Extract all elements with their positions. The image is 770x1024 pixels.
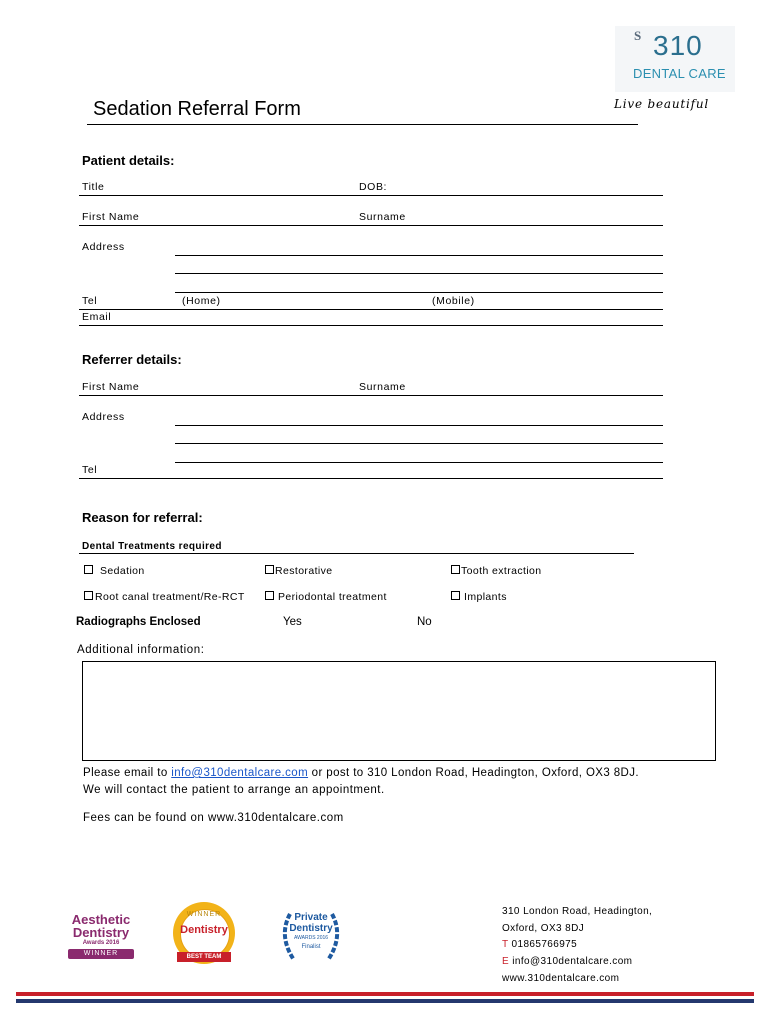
title-underline (87, 124, 638, 125)
email-instruction-suffix: or post to 310 London Road, Headington, Oxford, OX3 8DJ. (308, 767, 639, 779)
patient-address-line-1[interactable] (175, 255, 663, 256)
footer-email-address[interactable]: info@310dentalcare.com (512, 956, 633, 967)
tooth-extraction-checkbox[interactable] (451, 565, 542, 577)
patient-address-line-2[interactable] (175, 273, 663, 274)
radiographs-label: Radiographs Enclosed (76, 616, 201, 628)
reason-heading: Reason for referral: (82, 510, 203, 525)
referrer-surname-label: Surname (359, 381, 406, 393)
footer-email (502, 956, 632, 967)
footer-website[interactable]: www.310dentalcare.com (502, 973, 620, 984)
footer-email-prefix: E (502, 956, 510, 967)
dentistry-awards-badge (169, 902, 241, 970)
email-instruction-prefix: Please email to (83, 767, 172, 779)
logo-tagline: Live beautiful (614, 97, 710, 111)
aesthetic-award-line3: Awards 2016 (82, 940, 120, 946)
aesthetic-award-line1: Aesthetic (71, 912, 131, 927)
sedation-box[interactable] (84, 565, 93, 574)
email-instruction (83, 767, 639, 779)
private-award-line1: Private (294, 912, 328, 923)
implants-box[interactable] (451, 591, 460, 600)
footer-stripe-navy (16, 999, 754, 1003)
private-award-line2: Dentistry (289, 923, 333, 934)
fees-note: Fees can be found on www.310dentalcare.com (83, 812, 344, 824)
restorative-box[interactable] (265, 565, 274, 574)
footer-phone (502, 939, 577, 950)
patient-title-field[interactable] (79, 195, 663, 196)
tooth-extraction-label: Tooth extraction (461, 565, 542, 577)
email-link[interactable]: info@310dentalcare.com (171, 767, 309, 779)
implants-checkbox[interactable] (451, 591, 507, 603)
referrer-tel-field[interactable] (79, 478, 663, 479)
page-title: Sedation Referral Form (93, 98, 301, 120)
referrer-address-label: Address (82, 411, 125, 423)
treatments-subheading: Dental Treatments required (82, 541, 222, 552)
patient-tel-label: Tel (82, 295, 98, 307)
referrer-address-line-3[interactable] (175, 462, 663, 463)
patient-mobile-label: (Mobile) (432, 295, 475, 307)
patient-first-name-label: First Name (82, 211, 140, 223)
patient-email-field[interactable] (79, 325, 663, 326)
radiographs-no[interactable]: No (417, 616, 432, 628)
patient-title-label: Title (82, 181, 105, 193)
tooth-extraction-box[interactable] (451, 565, 460, 574)
footer-phone-number: 01865766975 (511, 939, 578, 950)
restorative-label: Restorative (275, 565, 333, 577)
patient-dob-label: DOB: (359, 181, 388, 193)
periodontal-checkbox[interactable] (265, 591, 387, 603)
referrer-tel-label: Tel (82, 464, 98, 476)
aesthetic-award-line2: Dentistry (72, 925, 130, 940)
periodontal-box[interactable] (265, 591, 274, 600)
private-award-badge: Finalist (301, 944, 321, 950)
patient-tel-field[interactable] (79, 309, 663, 310)
logo-mark: S (634, 28, 642, 43)
root-canal-box[interactable] (84, 591, 93, 600)
logo (615, 26, 735, 92)
patient-email-label: Email (82, 311, 112, 323)
referrer-first-name-label: First Name (82, 381, 140, 393)
sedation-label: Sedation (100, 565, 145, 577)
aesthetic-award-badge: WINNER (68, 949, 134, 959)
patient-address-label: Address (82, 241, 125, 253)
implants-label: Implants (464, 591, 507, 603)
aesthetic-dentistry-award (64, 913, 138, 961)
referrer-address-line-2[interactable] (175, 443, 663, 444)
footer-address-1: 310 London Road, Headington, (502, 906, 653, 917)
logo-name: DENTAL CARE (633, 66, 726, 81)
referrer-name-field[interactable] (79, 395, 663, 396)
dentistry-award-name: Dentistry (180, 924, 228, 936)
restorative-checkbox[interactable] (265, 565, 333, 577)
patient-address-line-3[interactable] (175, 292, 663, 293)
patient-heading: Patient details: (82, 153, 175, 168)
contact-instruction: We will contact the patient to arrange an appointment. (83, 784, 385, 796)
footer-phone-prefix: T (502, 939, 509, 950)
private-award-line3: AWARDS 2016 (293, 935, 329, 941)
dentistry-award-ribbon: BEST TEAM (177, 952, 231, 962)
footer-address-2: Oxford, OX3 8DJ (502, 923, 585, 934)
logo-number: 310 (653, 30, 703, 61)
referrer-address-line-1[interactable] (175, 425, 663, 426)
referrer-heading: Referrer details: (82, 352, 182, 367)
dentistry-award-top: WINNER (186, 911, 222, 918)
radiographs-yes[interactable]: Yes (283, 616, 302, 628)
footer-stripe-red (16, 992, 754, 996)
treatments-underline (79, 553, 634, 554)
private-dentistry-award (276, 906, 346, 968)
patient-surname-label: Surname (359, 211, 406, 223)
root-canal-checkbox[interactable] (84, 591, 245, 603)
additional-info-label: Additional information: (77, 644, 205, 656)
periodontal-label: Periodontal treatment (278, 591, 387, 603)
additional-info-textarea[interactable] (82, 661, 716, 761)
patient-home-label: (Home) (182, 295, 221, 307)
root-canal-label: Root canal treatment/Re-RCT (95, 591, 245, 603)
patient-name-field[interactable] (79, 225, 663, 226)
sedation-checkbox[interactable] (84, 565, 145, 577)
